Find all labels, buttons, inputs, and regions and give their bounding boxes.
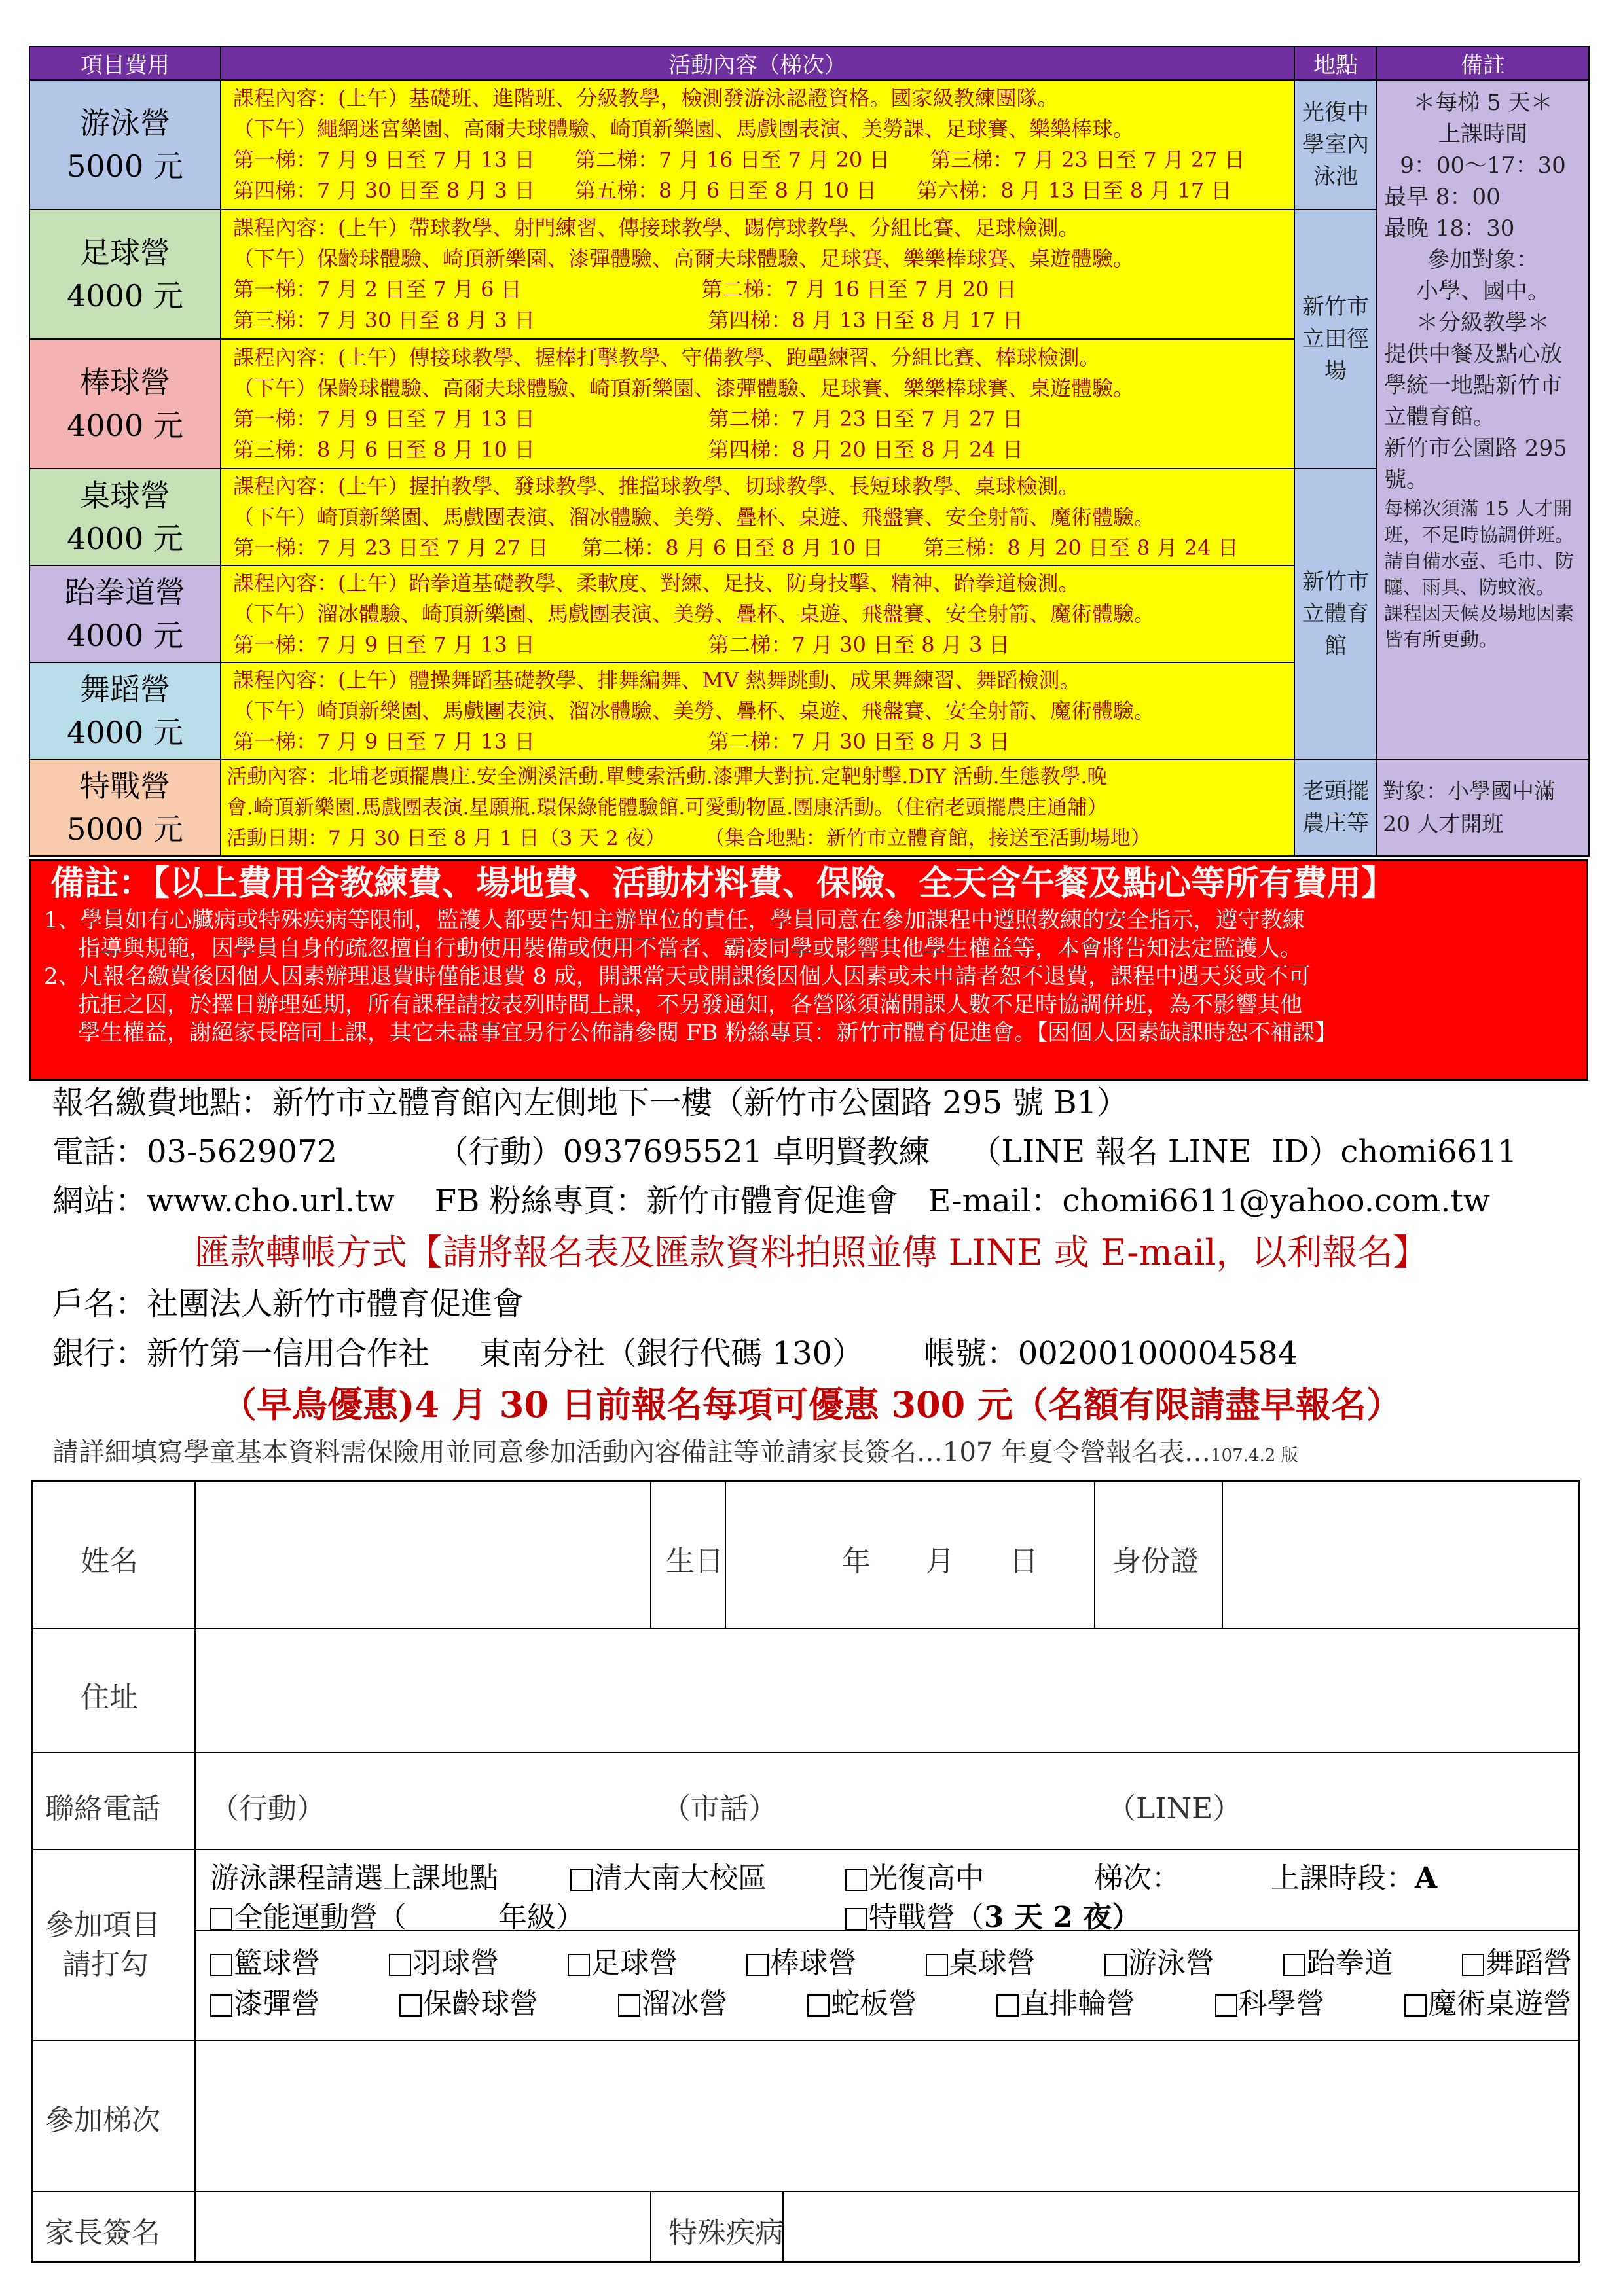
option-guangfu[interactable] <box>845 1854 984 1896</box>
location-pool: 光復中學室內泳池 <box>1294 80 1377 209</box>
checkbox-icon <box>618 1994 640 2017</box>
camp-tabletennis-content <box>221 469 1294 565</box>
landline-field[interactable]: （市話） <box>662 1792 777 1825</box>
camp-checkbox-2-1[interactable] <box>399 1980 538 2022</box>
checkbox-icon <box>1462 1954 1484 1976</box>
camp-soccer-content <box>221 209 1294 339</box>
remark-heading: 備註：【以上費用含教練費、場地費、活動材料費、保險、全天含午餐及點心等所有費用】 <box>50 864 1396 903</box>
note-line: ＊每梯 5 天＊ <box>1413 90 1553 116</box>
sessions-field[interactable] <box>197 2043 1575 2188</box>
label-sessions: 參加梯次 <box>45 2104 160 2137</box>
camp-checkbox-1-2[interactable] <box>568 1939 678 1981</box>
camp-taekwondo <box>29 565 221 662</box>
checkbox-icon <box>1404 1994 1427 2017</box>
camp-name: 特戰營 <box>80 768 170 804</box>
camp-checkbox-1-4[interactable] <box>926 1939 1036 1981</box>
remark-box <box>29 859 1588 1081</box>
content-line: 課程內容：(上午）傳接球教學、握棒打擊教學、守備教學、跑壘練習、分組比賽、棒球檢測。 <box>233 345 1101 370</box>
camp-name: 跆拳道營 <box>65 575 185 610</box>
camp-checkbox-label: 羽球營 <box>412 1946 500 1980</box>
checkbox-icon <box>1283 1954 1305 1976</box>
checkbox-icon <box>570 1869 593 1891</box>
content-line: 會.崎頂新樂園.馬戲團表演.星願瓶.環保綠能體驗館.可愛動物區.團康活動。（住宿老頭擺農庄通舖） <box>227 795 1108 819</box>
content-line: 第三梯：7 月 30 日至 8 月 3 日 第四梯：8 月 13 日至 8 月 17 日 <box>233 308 1023 332</box>
remark-line: 指導與規範，因學員自身的疏忽擅自行動使用裝備或使用不當者、霸凌同學或影響其他學生權益等，本會將告知法定監護人。 <box>78 935 1302 961</box>
camp-fee: 4000 元 <box>67 521 183 556</box>
content-line: （下午）保齡球體驗、崎頂新樂園、漆彈體驗、高爾夫球體驗、足球賽、樂樂棒球賽、桌遊體驗。 <box>233 246 1135 271</box>
camp-checkbox-1-7[interactable] <box>1462 1939 1572 1981</box>
label-parent-sign: 家長簽名 <box>45 2216 160 2250</box>
camp-checkbox-label: 直排輪營 <box>1020 1987 1136 2020</box>
timeslot-value: A <box>1415 1861 1438 1895</box>
camp-checkbox-2-4[interactable] <box>996 1980 1135 2022</box>
checkbox-icon <box>389 1954 411 1976</box>
camp-baseball <box>29 339 221 469</box>
bank-info: 銀行：新竹第一信用合作社 東南分社（銀行代碼 130） 帳號：00200100004584 <box>52 1335 1298 1372</box>
label-address: 住址 <box>81 1681 138 1714</box>
camp-fee: 4000 元 <box>67 408 183 443</box>
camp-checkbox-1-1[interactable] <box>389 1939 499 1981</box>
form-hint <box>52 1436 1298 1472</box>
label-birthday: 生日 <box>666 1545 723 1578</box>
note-line: 上課時間 <box>1438 121 1527 147</box>
checkbox-icon <box>996 1994 1019 2017</box>
camp-tabletennis <box>29 469 221 565</box>
camp-checkbox-label: 保齡球營 <box>423 1987 539 2020</box>
form-hint-text: 請詳細填寫學童基本資料需保險用並同意參加活動內容備註等並請家長簽名…107 年夏令營報名表… <box>52 1437 1211 1467</box>
camp-soccer <box>29 209 221 339</box>
camp-fee: 5000 元 <box>67 812 183 847</box>
remark-item <box>31 906 1586 963</box>
camp-checkbox-2-6[interactable] <box>1404 1980 1572 2022</box>
content-line: 課程內容：(上午）基礎班、進階班、分級教學，檢測發游泳認證資格。國家級教練團隊。 <box>233 86 1059 111</box>
label-phone: 聯絡電話 <box>45 1792 160 1825</box>
timeslot-field[interactable] <box>1271 1854 1437 1896</box>
note-line: 最早 8：00 <box>1384 184 1501 210</box>
option-label: 夜） <box>1072 1901 1141 1934</box>
camp-taekwondo-content <box>221 565 1294 662</box>
note-line: 參加對象： <box>1427 247 1539 273</box>
option-allround[interactable] <box>210 1893 585 1935</box>
camp-checkbox-label: 跆拳道 <box>1306 1946 1393 1980</box>
content-line: 第一梯：7 月 9 日至 7 月 13 日 第二梯：7 月 23 日至 7 月 27 日 <box>233 406 1023 431</box>
option-specialops[interactable] <box>845 1893 1140 1935</box>
camp-checkbox-label: 蛇板營 <box>830 1987 917 2020</box>
content-line: 第一梯：7 月 9 日至 7 月 13 日 第二梯：7 月 30 日至 8 月 3 日 <box>233 632 1010 657</box>
checkbox-icon <box>1215 1994 1237 2017</box>
content-line: 課程內容：(上午）握拍教學、發球教學、推擋球教學、切球教學、長短球教學、桌球檢測。 <box>233 473 1080 499</box>
camp-checkbox-label: 漆彈營 <box>234 1987 320 2020</box>
checkbox-icon <box>210 1954 232 1976</box>
checkbox-icon <box>1104 1954 1127 1976</box>
camp-checkbox-2-5[interactable] <box>1215 1980 1325 2022</box>
special-disease-field[interactable] <box>786 2193 1575 2259</box>
camp-checkbox-label: 科學營 <box>1238 1987 1325 2020</box>
option-label: 光復高中 <box>869 1861 984 1895</box>
checkbox-icon <box>845 1908 867 1930</box>
checkbox-icon <box>210 1994 232 2017</box>
option-label: 清大南大校區 <box>594 1861 767 1895</box>
label-name: 姓名 <box>81 1545 138 1578</box>
camp-checkbox-label: 足球營 <box>591 1946 678 1980</box>
remark-line: 1、學員如有心臟病或特殊疾病等限制，監護人都要告知主辦單位的責任，學員同意在參加課程中遵照教練的安全指示，遵守教練 <box>44 907 1305 933</box>
session-field[interactable]: 梯次： <box>1094 1861 1180 1895</box>
timeslot-label: 上課時段： <box>1271 1861 1415 1895</box>
option-label: 特戰營（ <box>869 1901 984 1934</box>
checkbox-icon <box>926 1954 948 1976</box>
camp-checkbox-2-3[interactable] <box>807 1980 917 2022</box>
mobile-field[interactable]: （行動） <box>210 1792 325 1825</box>
content-line: 課程內容：(上午）體操舞蹈基礎教學、排舞編舞、MV 熱舞跳動、成果舞練習、舞蹈檢測。 <box>233 667 1081 692</box>
contact-web: 網站：www.cho.url.tw FB 粉絲專頁：新竹市體育促進會 E-mail：chomi6611@yahoo.com.tw <box>52 1183 1490 1219</box>
notes-cell <box>1377 80 1589 759</box>
address-field[interactable] <box>197 1630 1575 1749</box>
camp-fee: 4000 元 <box>67 278 183 314</box>
camp-name: 舞蹈營 <box>80 672 170 707</box>
header-content: 活動內容（梯次） <box>221 46 1294 80</box>
remark-line: 學生權益，謝絕家長陪同上課，其它未盡事宜另行公佈請參閱 FB 粉絲專頁：新竹市體育促進會。【因個人因素缺課時恕不補課】 <box>78 1020 1338 1046</box>
note-line: ＊分級教學＊ <box>1416 310 1550 336</box>
camp-checkbox-row-2 <box>210 1980 1572 2022</box>
checkbox-icon <box>746 1954 769 1976</box>
checkbox-icon <box>568 1954 590 1976</box>
label-items: 參加項目 <box>45 1909 160 1942</box>
camp-fee: 5000 元 <box>67 149 183 184</box>
camp-checkbox-label: 桌球營 <box>949 1946 1036 1980</box>
note-line: 請自備水壺、毛巾、防曬、雨具、防蚊液。 <box>1384 550 1575 598</box>
content-line: 課程內容：(上午）跆拳道基礎教學、柔軟度、對練、足技、防身技擊、精神、跆拳道檢測。 <box>233 570 1080 596</box>
option-tsinghua[interactable] <box>570 1854 767 1896</box>
checkbox-icon <box>845 1869 867 1891</box>
note-line: 提供中餐及點心放學統一地點新竹市立體育館。 <box>1384 341 1562 430</box>
camp-table <box>29 46 1590 857</box>
option-label: 天 <box>1004 1901 1053 1934</box>
option-label: 2 <box>1053 1901 1073 1934</box>
camp-checkbox-label: 游泳營 <box>1127 1946 1214 1980</box>
label-items-check: 請打勾 <box>62 1948 149 1981</box>
camp-checkbox-label: 棒球營 <box>770 1946 857 1980</box>
camp-name: 棒球營 <box>80 365 170 400</box>
content-line: 活動內容：北埔老頭擺農庄.安全溯溪活動.單雙索活動.漆彈大對抗.定靶射擊.DIY 活動.生態教學.晚 <box>227 764 1108 789</box>
option-label: 全能運動營（ 年級） <box>234 1901 585 1934</box>
swim-location-row <box>210 1854 498 1896</box>
camp-checkbox-label: 魔術桌遊營 <box>1427 1987 1572 2020</box>
camp-checkbox-2-2[interactable] <box>618 1980 728 2022</box>
note-line: 最晚 18：30 <box>1384 215 1515 242</box>
remark-item <box>31 963 1586 1047</box>
camp-specialops <box>29 759 221 856</box>
camp-fee: 4000 元 <box>67 715 183 750</box>
camp-checkbox-1-3[interactable] <box>746 1939 856 1981</box>
checkbox-icon <box>210 1908 232 1930</box>
content-line: 第三梯：8 月 6 日至 8 月 10 日 第四梯：8 月 20 日至 8 月 24 日 <box>233 437 1023 462</box>
content-line: 課程內容：(上午）帶球教學、射門練習、傳接球教學、踢停球教學、分組比賽、足球檢測。 <box>233 215 1080 240</box>
content-line: 第一梯：7 月 2 日至 7 月 6 日 第二梯：7 月 16 日至 7 月 20 日 <box>233 277 1017 302</box>
remark-line: 2、凡報名繳費後因個人因素辦理退費時僅能退費 8 成，開課當天或開課後因個人因素或未申請者恕不退費，課程中遇天災或不可 <box>44 963 1311 990</box>
line-field[interactable]: （LINE） <box>1107 1792 1242 1825</box>
camp-baseball-content <box>221 339 1294 469</box>
label-special-disease: 特殊疾病 <box>668 2216 784 2250</box>
contact-phone: 電話：03-5629072 （行動）0937695521 卓明賢教練 （LINE 報名 LINE ID）chomi6611 <box>52 1134 1518 1170</box>
content-line: 活動日期：7 月 30 日至 8 月 1 日（3 天 2 夜） （集合地點：新竹市立體育館，接送至活動場地） <box>227 826 1151 850</box>
camp-checkbox-1-6[interactable] <box>1283 1939 1393 1981</box>
note-line: 9：00～17：30 <box>1400 152 1566 179</box>
camp-checkbox-label: 溜冰營 <box>641 1987 728 2020</box>
location-track: 新竹市立田徑場 <box>1294 209 1377 469</box>
payment-title: 匯款轉帳方式【請將報名表及匯款資料拍照並傳 LINE 或 E-mail，以利報名】 <box>194 1232 1429 1273</box>
camp-checkbox-1-0[interactable] <box>210 1939 320 1981</box>
content-line: 第一梯：7 月 23 日至 7 月 27 日 第二梯：8 月 6 日至 8 月 10 日 第三梯：8 月 20 日至 8 月 24 日 <box>233 535 1239 560</box>
form-version: 107.4.2 版 <box>1211 1446 1298 1465</box>
camp-specialops-content <box>221 759 1294 856</box>
signup-address: 報名繳費地點：新竹市立體育館內左側地下一樓（新竹市公園路 295 號 B1） <box>52 1085 1129 1121</box>
remark-line: 抗拒之因，於擇日辦理延期，所有課程請按表列時間上課，不另發通知，各營隊須滿開課人數不足時協調併班，為不影響其他 <box>78 992 1302 1018</box>
content-line: 第一梯：7 月 9 日至 7 月 13 日 第二梯：7 月 30 日至 8 月 3 日 <box>233 728 1010 754</box>
header-fee: 項目費用 <box>29 46 221 80</box>
content-line: （下午）保齡球體驗、高爾夫球體驗、崎頂新樂園、漆彈體驗、足球賽、樂樂棒球賽、桌遊體驗。 <box>233 376 1135 401</box>
notes-special: 對象：小學國中滿 20 人才開班 <box>1377 759 1589 856</box>
label-id: 身份證 <box>1112 1545 1199 1578</box>
camp-checkbox-2-0[interactable] <box>210 1980 320 2022</box>
id-field[interactable] <box>1225 1485 1575 1625</box>
content-line: 第一梯：7 月 9 日至 7 月 13 日 第二梯：7 月 16 日至 7 月 20 日 第三梯：7 月 23 日至 7 月 27 日 <box>233 147 1245 172</box>
account-name: 戶名：社團法人新竹市體育促進會 <box>52 1285 524 1322</box>
camp-checkbox-label: 籃球營 <box>234 1946 320 1980</box>
location-farm: 老頭擺農庄等 <box>1294 759 1377 856</box>
camp-checkbox-1-5[interactable] <box>1104 1939 1214 1981</box>
checkbox-icon <box>399 1994 422 2017</box>
camp-name: 足球營 <box>80 235 170 270</box>
note-line: 每梯次須滿 15 人才開班，不足時協調併班。 <box>1384 497 1575 546</box>
note-line: 課程因天候及場地因素皆有所更動。 <box>1384 602 1575 651</box>
content-line: （下午）崎頂新樂園、馬戲團表演、溜冰體驗、美勞、疊杯、桌遊、飛盤賽、安全射箭、魔術體驗。 <box>233 504 1156 529</box>
name-field[interactable] <box>197 1485 647 1625</box>
header-location: 地點 <box>1294 46 1377 80</box>
parent-sign-field[interactable] <box>197 2193 647 2259</box>
camp-checkbox-label: 舞蹈營 <box>1485 1946 1572 1980</box>
camp-dance-content <box>221 662 1294 759</box>
camp-checkbox-row-1 <box>210 1939 1572 1981</box>
birthday-field[interactable]: 年 月 日 <box>842 1545 1038 1578</box>
registration-form <box>31 1480 1580 2263</box>
location-gym: 新竹市立體育館 <box>1294 469 1377 759</box>
swim-location-label: 游泳課程請選上課地點 <box>210 1861 498 1895</box>
camp-name: 桌球營 <box>80 478 170 513</box>
note-line: 小學、國中。 <box>1416 278 1550 304</box>
content-line: 第四梯：7 月 30 日至 8 月 3 日 第五梯：8 月 6 日至 8 月 10 日 第六梯：8 月 13 日至 8 月 17 日 <box>233 178 1232 203</box>
note-line: 新竹市公園路 295 號。 <box>1384 435 1567 493</box>
camp-swim <box>29 80 221 209</box>
camp-fee: 4000 元 <box>67 618 183 653</box>
camp-name: 游泳營 <box>80 105 170 141</box>
checkbox-icon <box>807 1994 830 2017</box>
early-bird: （早鳥優惠)4 月 30 日前報名每項可優惠 300 元（名額有限請盡早報名） <box>221 1384 1402 1426</box>
content-line: （下午）溜冰體驗、崎頂新樂園、馬戲團表演、美勞、疊杯、桌遊、飛盤賽、安全射箭、魔術體驗。 <box>233 601 1156 626</box>
content-line: （下午）繩網迷宮樂園、高爾夫球體驗、崎頂新樂園、馬戲團表演、美勞課、足球賽、樂樂棒球。 <box>233 117 1135 141</box>
header-notes: 備註 <box>1377 46 1589 80</box>
camp-swim-content <box>221 80 1294 209</box>
content-line: （下午）崎頂新樂園、馬戲團表演、溜冰體驗、美勞、疊杯、桌遊、飛盤賽、安全射箭、魔術體驗。 <box>233 698 1156 723</box>
camp-dance <box>29 662 221 759</box>
option-label: 3 <box>984 1901 1004 1934</box>
